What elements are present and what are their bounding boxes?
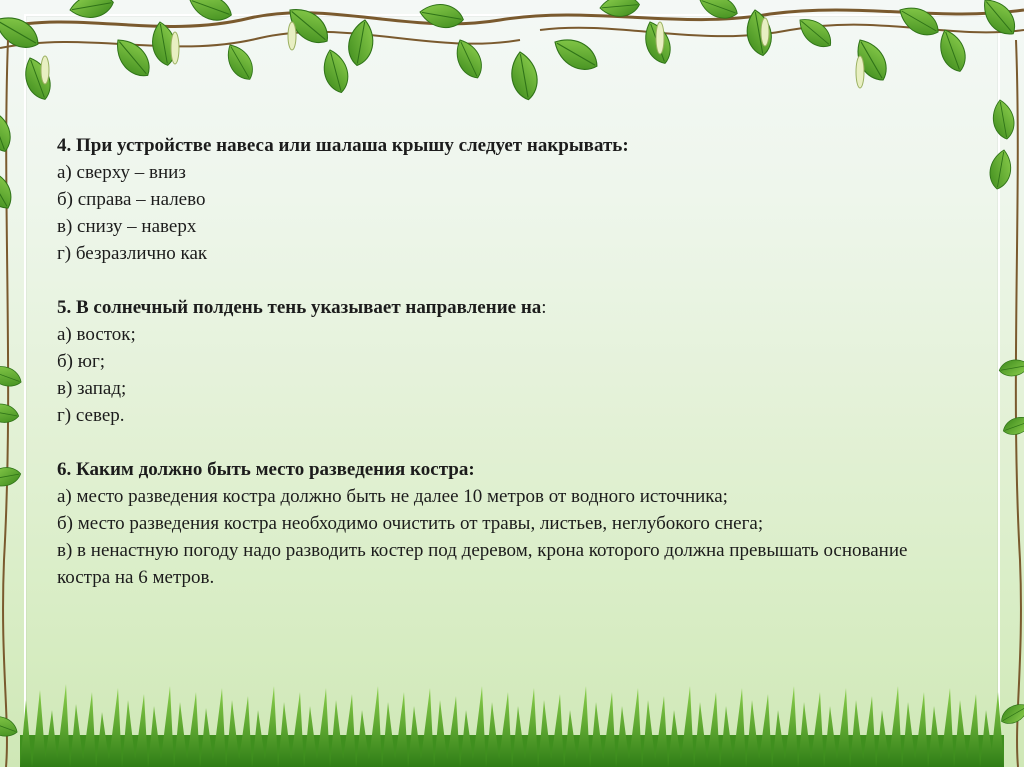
answer-option: г) север. [57, 405, 125, 426]
answer-option: а) место разведения костра должно быть не далее 10 метров от водного источника; [57, 486, 728, 507]
question-title: 5. В солнечный полдень тень указывает направление на [57, 297, 542, 318]
grass-icon [20, 684, 1004, 767]
answer-option: б) справа – налево [57, 189, 206, 210]
question-content [57, 132, 957, 618]
answer-option: б) место разведения костра необходимо очистить от травы, листьев, неглубокого снега; [57, 513, 764, 534]
answer-option: в) запад; [57, 378, 127, 399]
question-block-4 [57, 132, 957, 267]
answer-option: а) восток; [57, 324, 136, 345]
answer-option: в) снизу – наверх [57, 216, 197, 237]
question-block-6 [57, 456, 957, 591]
question-title: 6. Каким должно быть место разведения костра: [57, 459, 475, 480]
question-title-colon: : [541, 297, 547, 318]
answer-option: г) безразлично как [57, 243, 208, 264]
answer-option: б) юг; [57, 351, 106, 372]
answer-option: а) сверху – вниз [57, 162, 186, 183]
question-title-line [57, 294, 957, 321]
question-block-5 [57, 294, 957, 429]
answer-option: в) в ненастную погоду надо разводить костер под деревом, крона которого должна превышать основание костра на 6 метров. [57, 540, 908, 588]
leaf-vine-icon [0, 9, 44, 55]
question-title: 4. При устройстве навеса или шалаша крышу следует накрывать: [57, 135, 629, 156]
